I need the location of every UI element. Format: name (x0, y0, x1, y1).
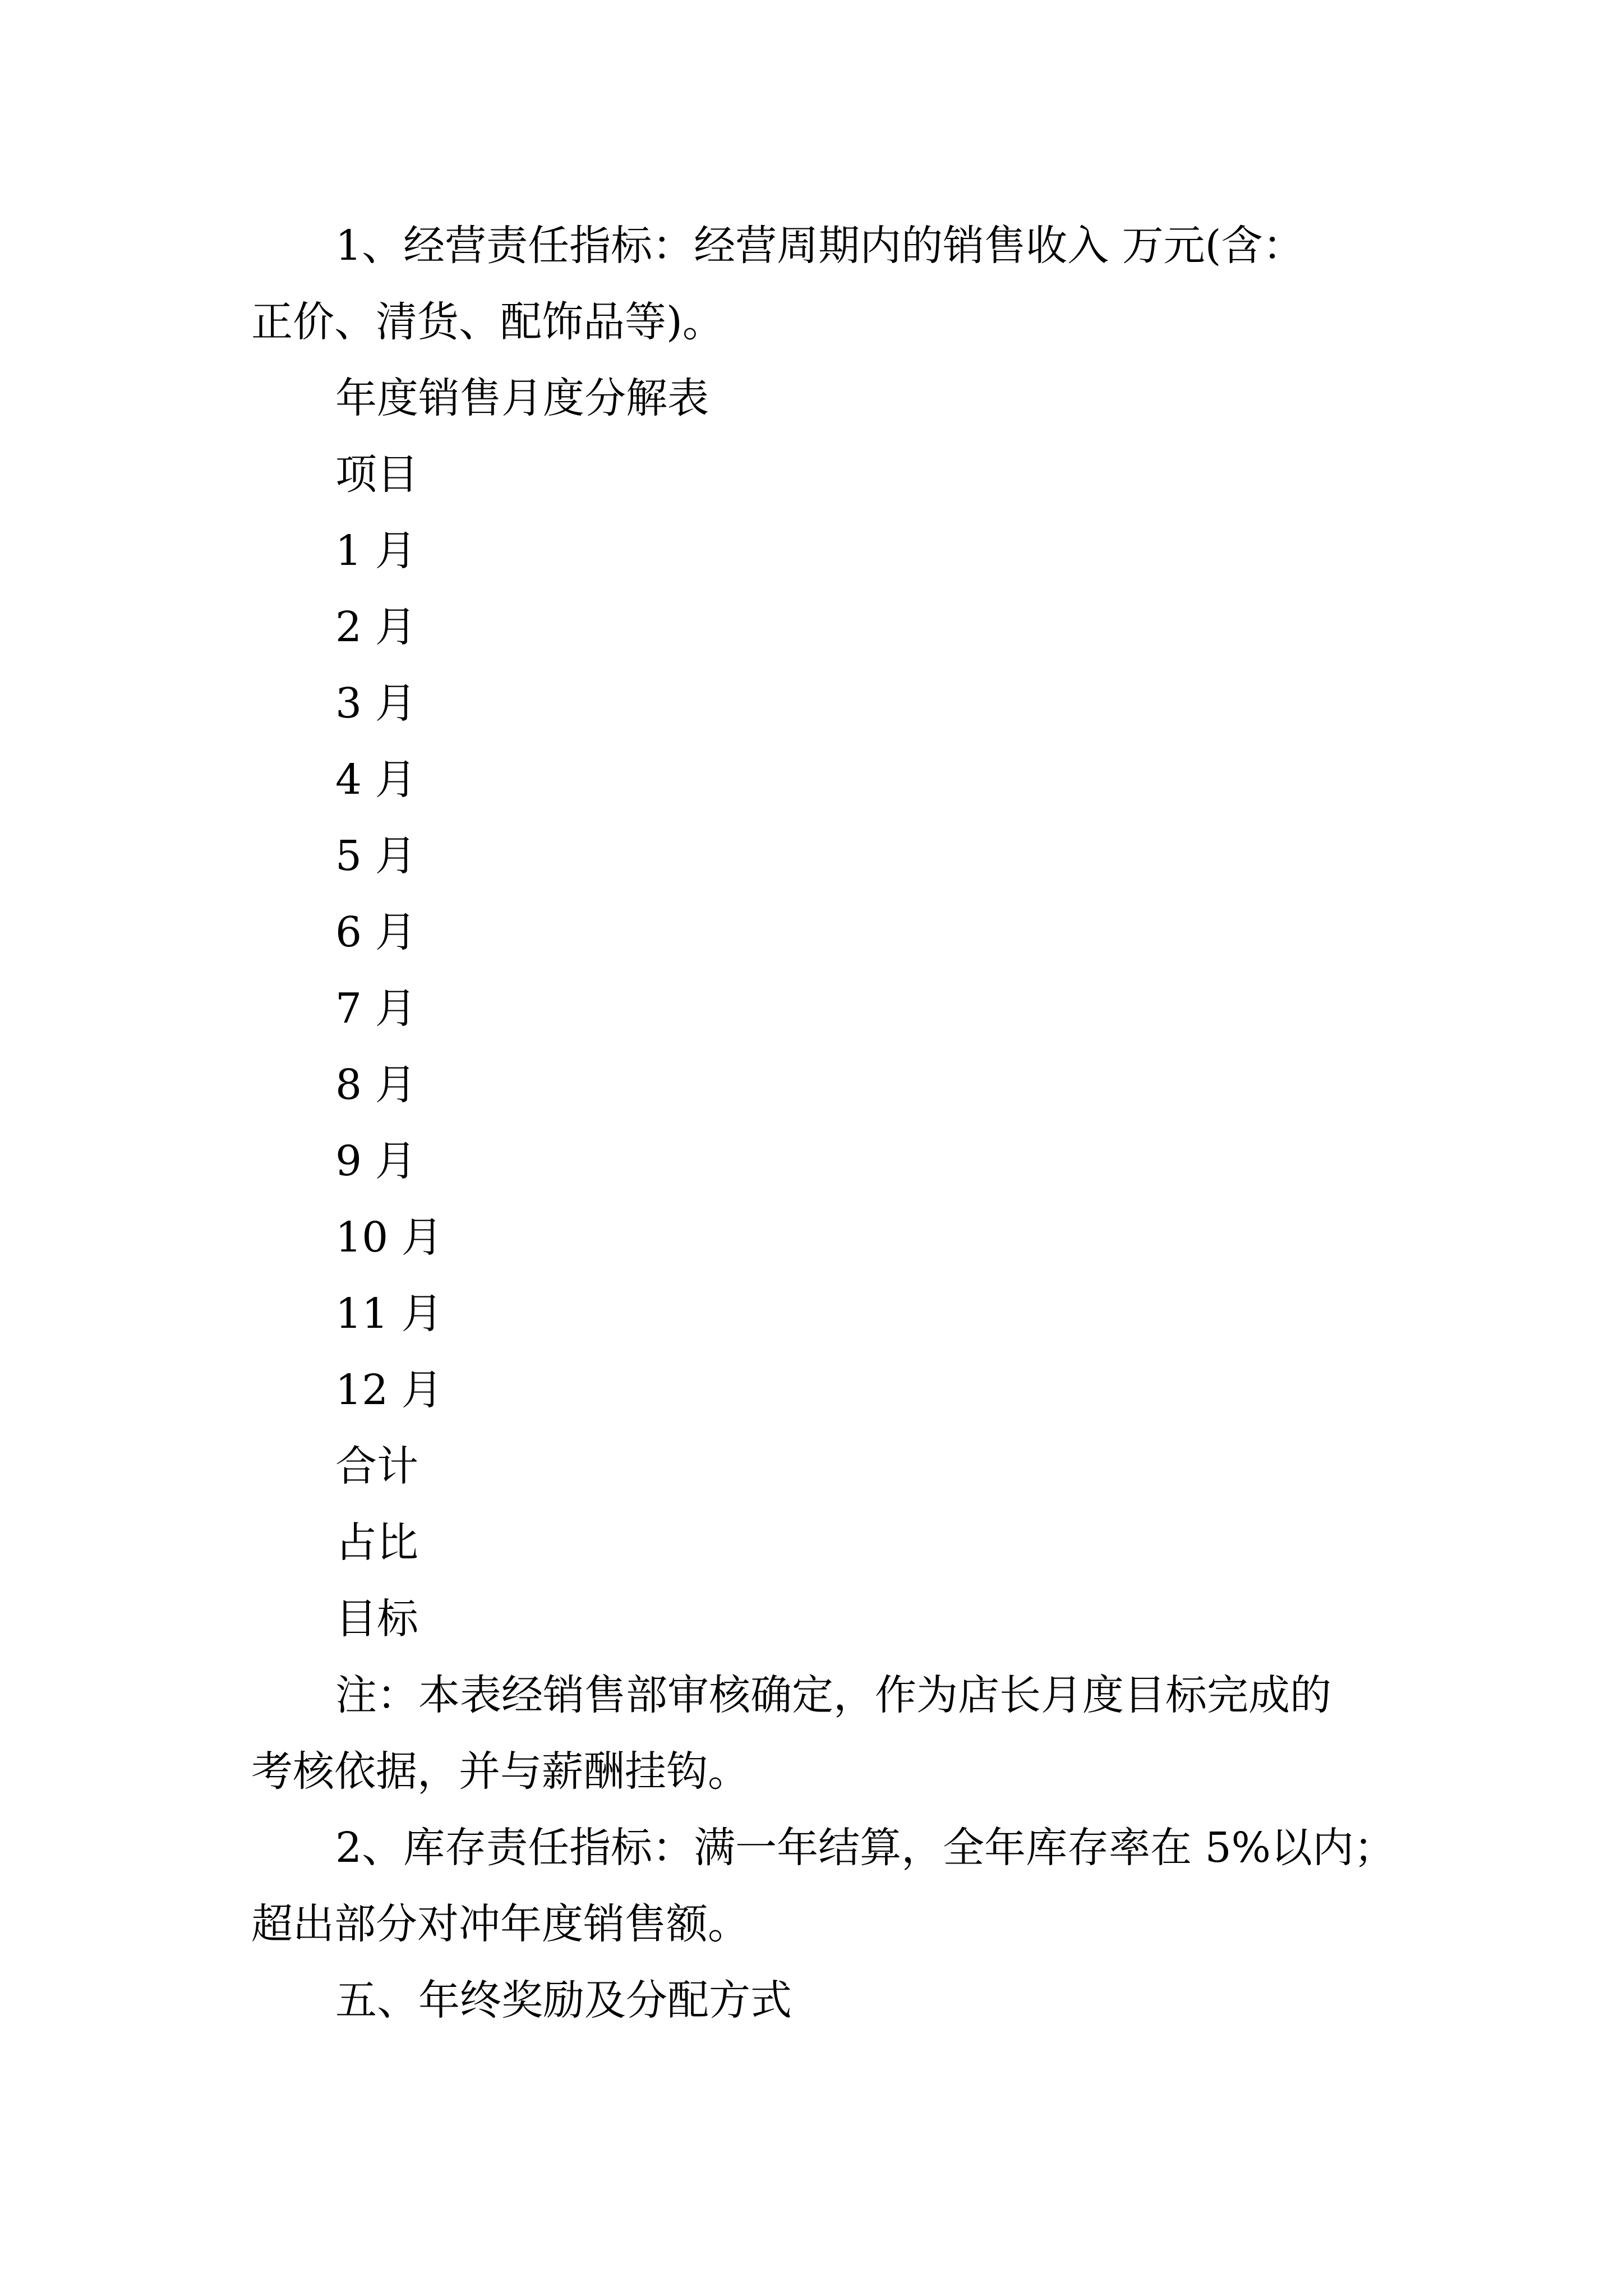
document-body (251, 208, 1395, 2039)
list-item-month-11: 11 月 (335, 1290, 443, 1338)
list-item-month-9: 9 月 (335, 1137, 417, 1185)
list-item-month-3: 3 月 (335, 679, 417, 728)
table-title: 年度销售月度分解表 (335, 374, 709, 422)
inventory-target-line-2: 超出部分对冲年度销售额。 (251, 1900, 749, 1948)
list-item-month-10: 10 月 (335, 1213, 443, 1262)
list-item-header: 项目 (335, 450, 418, 499)
list-item-month-2: 2 月 (335, 603, 417, 651)
note-line-2: 考核依据，并与薪酬挂钩。 (251, 1747, 749, 1796)
list-item-target: 目标 (335, 1595, 418, 1643)
list-item-month-6: 6 月 (335, 908, 417, 956)
list-item-month-5: 5 月 (335, 832, 417, 880)
inventory-target-line-1: 2、库存责任指标：满一年结算，全年库存率在 5%以内； (335, 1824, 1395, 1872)
note-line-1: 注：本表经销售部审核确定，作为店长月度目标完成的 (335, 1671, 1331, 1719)
list-item-month-7: 7 月 (335, 984, 417, 1033)
list-item-month-8: 8 月 (335, 1061, 417, 1109)
list-item-month-1: 1 月 (335, 527, 417, 575)
section-heading: 五、年终奖励及分配方式 (335, 1976, 792, 2024)
sales-target-line-2: 正价、清货、配饰品等)。 (251, 298, 724, 346)
sales-target-line-1: 1、经营责任指标：经营周期内的销售收入 万元(含： (335, 222, 1304, 270)
list-item-ratio: 占比 (335, 1519, 418, 1567)
list-item-month-12: 12 月 (335, 1366, 443, 1414)
list-item-month-4: 4 月 (335, 756, 417, 804)
monthly-breakdown-list (251, 436, 1373, 1657)
list-item-total: 合计 (335, 1442, 418, 1490)
